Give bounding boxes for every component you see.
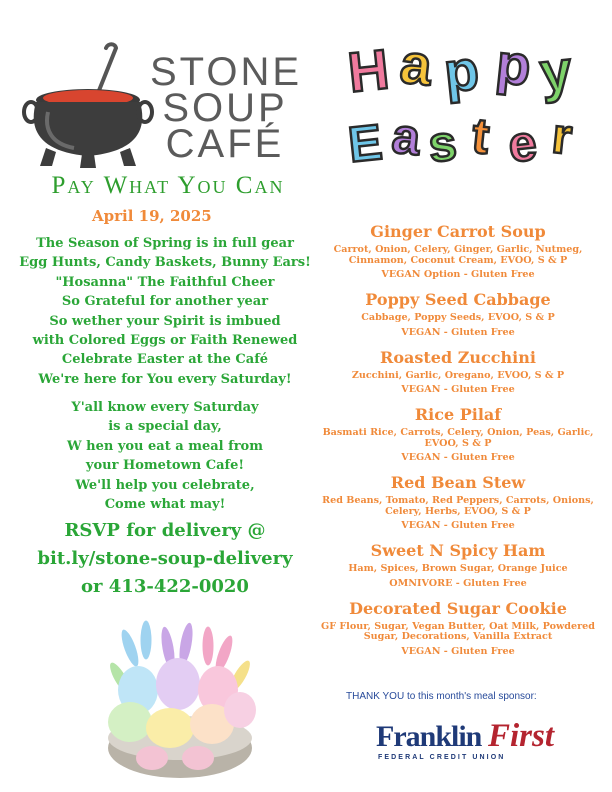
sponsor-thanks: THANK YOU to this month's meal sponsor: (346, 691, 537, 702)
happy-letter: y (537, 38, 575, 104)
menu-item (318, 599, 598, 658)
menu-item-diet-tag: VEGAN - Gluten Free (401, 645, 515, 657)
menu-list (318, 222, 598, 667)
menu-item (318, 222, 598, 281)
menu-item-diet-tag: VEGAN - Gluten Free (401, 520, 515, 531)
rsvp-link[interactable]: bit.ly/stone-soup-delivery (37, 548, 293, 569)
poem-line: We're here for You every Saturday! (38, 371, 292, 387)
event-date: April 19, 2025 (92, 207, 212, 225)
franklin-first-logo (376, 720, 586, 770)
rsvp-phone[interactable]: or 413-422-0020 (81, 576, 249, 597)
happy-letter: p (493, 31, 534, 98)
menu-item-name: Rice Pilaf (414, 405, 502, 424)
poem-line: Come what may! (104, 497, 226, 513)
menu-item (318, 290, 598, 339)
easter-letter: E (345, 113, 385, 173)
menu-item-name: Roasted Zucchini (380, 347, 536, 367)
menu-item-name: Decorated Sugar Cookie (349, 598, 567, 618)
poem-line: "Hosanna" The Faithful Cheer (55, 274, 275, 290)
menu-item-diet-tag: VEGAN Option - Gluten Free (381, 269, 535, 280)
rsvp-heading: RSVP for delivery @ (64, 520, 266, 541)
poem-line: We'll help you celebrate, (75, 477, 255, 493)
poem-line: The Season of Spring is in full gear (36, 236, 294, 251)
happy-letter: p (441, 37, 482, 104)
easter-lettering (346, 107, 575, 173)
menu-item (318, 348, 598, 397)
menu-item-name: Sweet N Spicy Ham (370, 541, 546, 560)
logo-subtitle: FEDERAL CREDIT UNION (378, 754, 506, 761)
easter-letter: e (505, 114, 540, 173)
menu-item (318, 473, 598, 532)
menu-item-ingredients: Red Beans, Tomato, Red Peppers, Carrots, Onions, Celery, Herbs, EVOO, S & P (322, 495, 594, 517)
menu-item-diet-tag: OMNIVORE - Gluten Free (389, 577, 527, 589)
menu-item-ingredients: Ham, Spices, Brown Sugar, Orange Juice (348, 563, 568, 574)
tagline: Pay What You Can (51, 172, 285, 199)
happy-letter: H (345, 37, 392, 104)
poem-line: So Grateful for another year (61, 294, 269, 310)
poem-line: your Hometown Cafe! (85, 458, 245, 474)
menu-item-ingredients: Cabbage, Poppy Seeds, EVOO, S & P (361, 312, 555, 323)
poem-line: Y'all know every Saturday (71, 400, 259, 415)
felt-bunnies-image (100, 618, 260, 783)
menu-item-name: Red Bean Stew (390, 473, 526, 492)
brand-line-cafe: CAFÉ (165, 122, 285, 166)
easter-letter: t (469, 107, 492, 165)
poem-line: So wether your Spirit is imbued (49, 313, 281, 329)
menu-item-ingredients: Zucchini, Garlic, Oregano, EVOO, S & P (351, 369, 565, 381)
menu-item-name: Ginger Carrot Soup (370, 222, 546, 241)
menu-item (318, 405, 598, 464)
rsvp-block (10, 517, 320, 601)
poem-saturday (30, 398, 300, 514)
happy-easter-art (342, 26, 602, 176)
logo-franklin: Franklin (376, 720, 482, 753)
poem-line: Celebrate Easter at the Café (61, 352, 269, 368)
brand-line-soup: SOUP (162, 86, 288, 130)
menu-item-ingredients: Carrot, Onion, Celery, Ginger, Garlic, Nutmeg, Cinnamon, Coconut Cream, EVOO, S & P (333, 244, 583, 266)
cauldron-illustration (18, 40, 158, 170)
poem-line: Egg Hunts, Candy Baskets, Bunny Ears! (19, 255, 311, 271)
menu-item-name: Poppy Seed Cabbage (365, 290, 551, 309)
menu-item-diet-tag: VEGAN - Gluten Free (401, 452, 515, 463)
menu-item-ingredients: Basmati Rice, Carrots, Celery, Onion, Peas, Garlic, EVOO, S & P (322, 427, 594, 449)
menu-item-diet-tag: VEGAN - Gluten Free (401, 384, 515, 395)
easter-letter: s (425, 114, 460, 173)
happy-letter: a (397, 31, 435, 98)
happy-lettering (345, 31, 575, 104)
menu-item (318, 541, 598, 590)
menu-item-diet-tag: VEGAN - Gluten Free (401, 326, 515, 338)
brand-line-stone: STONE (150, 50, 303, 94)
poem-spring (10, 234, 320, 389)
easter-letter: r (549, 107, 575, 166)
poem-line: with Colored Eggs or Faith Renewed (32, 333, 298, 349)
logo-first: First (488, 718, 555, 754)
easter-letter: a (389, 107, 423, 166)
menu-item-ingredients: GF Flour, Sugar, Vegan Butter, Oat Milk, Powdered Sugar, Decorations, Vanilla Extract (321, 620, 595, 642)
poem-line: is a special day, (108, 419, 222, 435)
poem-line: W hen you eat a meal from (67, 438, 263, 454)
